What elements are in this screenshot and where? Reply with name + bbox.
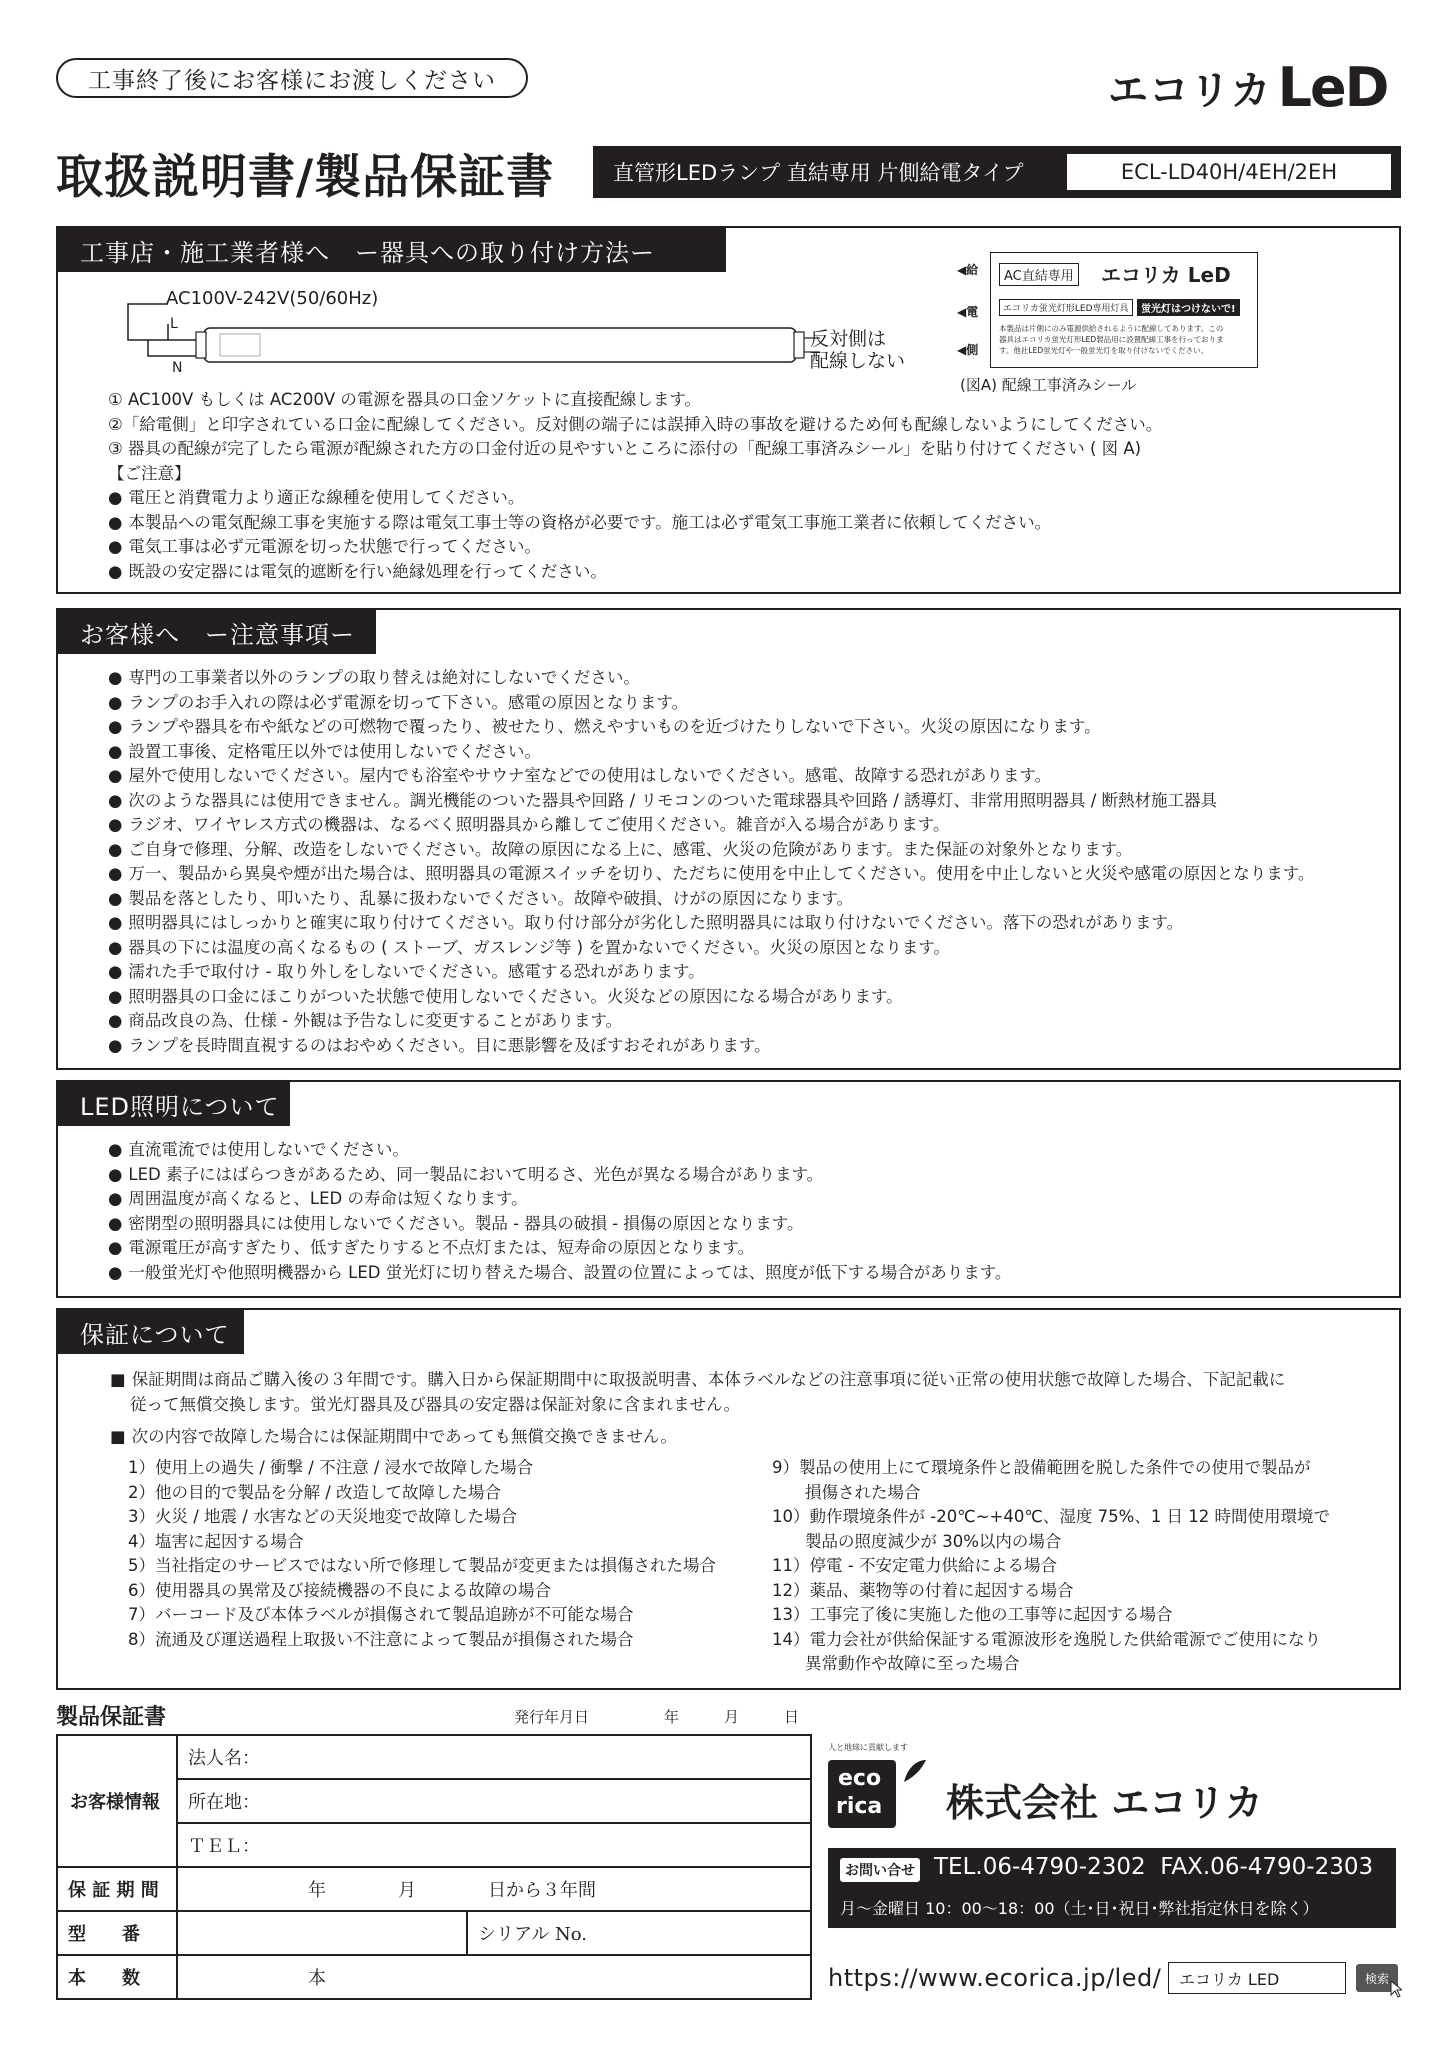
period-label: 保 証 期 間: [57, 1867, 177, 1911]
certificate-title: 製品保証書: [56, 1704, 167, 1730]
exclusion-item: 8）流通及び運送過程上取扱い不注意によって製品が損傷された場合: [128, 1629, 634, 1649]
model-field[interactable]: [177, 1911, 467, 1955]
list-item: ● ご自身で修理、分解、改造をしないでください。故障の原因になる上に、感電、火災の危険があります。また保証の対象外となります。: [108, 838, 1314, 863]
brand-kana: エコリカ: [1108, 67, 1272, 114]
list-item: ● 専門の工事業者以外のランプの取り替えは絶対にしないでください。: [108, 666, 1314, 691]
website-url[interactable]: https://www.ecorica.jp/led/: [828, 1964, 1162, 1992]
sticker-ac: AC直結専用: [999, 263, 1079, 286]
list-item: ● 屋外で使用しないでください。屋内でも浴室やサウナ室などでの使用はしないでください。感電、故障する恐れがあります。: [108, 764, 1314, 789]
list-item: ● 電源電圧が高すぎたり、低すぎたりすると不点灯または、短寿命の原因となります。: [108, 1236, 1011, 1261]
exclusion-item: 5）当社指定のサービスではない所で修理して製品が変更または損傷された場合: [128, 1556, 716, 1575]
wiring-sticker: [957, 252, 1258, 368]
sticker-side-1: ◀給: [957, 263, 979, 277]
warranty-paragraph: ■ 次の内容で故障した場合には保証期間中であっても無償交換できません。: [110, 1425, 1285, 1450]
company-name: 株式会社 エコリカ: [946, 1781, 1263, 1825]
wiring-diagram: [108, 282, 948, 386]
list-item: ● 一般蛍光灯や他照明機器から LED 蛍光灯に切り替えた場合、設置の位置によっては、照度が低下する場合があります。: [108, 1261, 1011, 1286]
exclusion-item: 2）他の目的で製品を分解 / 改造して故障した場合: [128, 1482, 502, 1502]
contact-box: [828, 1848, 1396, 1928]
sticker-caption: (図A) 配線工事済みシール: [960, 376, 1137, 394]
exclusion-item: 異常動作や故障に至った場合: [772, 1654, 1020, 1673]
qty-label: 本 数: [57, 1955, 177, 1999]
list-item: ● LED 素子にはばらつきがあるため、同一製品において明るさ、光色が異なる場合があります。: [108, 1163, 1011, 1188]
exclusion-item: 9）製品の使用上にて環境条件と設備範囲を脱した条件での使用で製品が: [772, 1458, 1311, 1477]
warranty-paragraph: ■ 保証期間は商品ご購入後の３年間です。購入日から保証期間中に取扱説明書、本体ラベルなどの注意事項に従い正常の使用状態で故障した場合、下記記載に: [110, 1368, 1285, 1393]
sticker-text-2: 器具はエコリカ蛍光灯形LED製品用に設置配線工事を行っておりま: [999, 335, 1224, 344]
install-step: ③ 器具の配線が完了したら電源が配線された方の口金付近の見やすいところに添付の「配線工事済みシール」を貼り付けてください ( 図 A): [108, 439, 1142, 458]
handover-notice: 工事終了後にお客様にお渡しください: [56, 58, 528, 98]
sticker-lamp: エコリカ蛍光灯形LED専用灯具: [999, 299, 1133, 316]
list-item: ● 密閉型の照明器具には使用しないでください。製品 - 器具の破損 - 損傷の原因となります。: [108, 1212, 1011, 1237]
sticker-warning: 蛍光灯はつけないで!: [1137, 299, 1240, 316]
logo-line-2: rica: [836, 1794, 883, 1819]
caution-item: ● 既設の安定器には電気的遮断を行い絶縁処理を行ってください。: [108, 560, 1162, 585]
list-item: ● 器具の下には温度の高くなるもの ( ストーブ、ガスレンジ等 ) を置かないでください。火災の原因となります。: [108, 936, 1314, 961]
list-item: ● 濡れた手で取付け - 取り外しをしないでください。感電する恐れがあります。: [108, 960, 1314, 985]
warranty-paragraph: 従って無償交換します。蛍光灯器具及び器具の安定器は保証対象に含まれません。: [130, 1394, 741, 1414]
voltage-label: AC100V-242V(50/60Hz): [166, 288, 379, 309]
business-hours: 月～金曜日 10：00～18：00（土･日･祝日･弊社指定休日を除く）: [840, 1899, 1319, 1918]
brand-led: LeD: [1277, 55, 1388, 119]
brand-logo: [1108, 52, 1387, 122]
list-item: ● 商品改良の為、仕様 - 外観は予告なしに変更することがあります。: [108, 1009, 1314, 1034]
exclusion-item: 4）塩害に起因する場合: [128, 1531, 304, 1551]
other-side-label-2: 配線しない: [810, 350, 906, 372]
other-side-label-1: 反対側は: [810, 328, 887, 350]
sticker-text-1: 本製品は片側にのみ電源供給されるように配線してあります。この: [999, 324, 1224, 333]
sticker-side-2: ◀電: [957, 305, 979, 319]
sticker-text-3: す。他社LED蛍光灯や一般蛍光灯を取り付けないでください。: [999, 346, 1209, 355]
serial-field[interactable]: シリアル No.: [467, 1911, 811, 1955]
warranty-exclusions-left: [128, 1456, 716, 1652]
caution-item: ● 本製品への電気配線工事を実施する際は電気工事士等の資格が必要です。施工は必ず電気工事施工業者に依頼してください。: [108, 511, 1162, 536]
customer-info-label: お客様情報: [57, 1735, 177, 1867]
warranty-intro: [110, 1368, 1285, 1450]
exclusion-item: 14）電力会社が供給保証する電源波形を逸脱した供給電源でご使用になり: [772, 1629, 1321, 1649]
install-step: ① AC100V もしくは AC200V の電源を器具の口金ソケットに直接配線します。: [108, 390, 702, 409]
page-title: 取扱説明書/製品保証書: [56, 150, 555, 205]
exclusion-item: 13）工事完了後に実施した他の工事等に起因する場合: [772, 1605, 1173, 1624]
exclusion-item: 7）バーコード及び本体ラベルが損傷されて製品追跡が不可能な場合: [128, 1605, 634, 1624]
warranty-heading: 保証について: [58, 1310, 244, 1354]
leaf-icon: [900, 1756, 930, 1786]
issue-date: 発行年月日 年 月 日: [514, 1708, 800, 1726]
product-model: ECL-LD40H/4EH/2EH: [1067, 154, 1391, 190]
warranty-exclusions-right: [772, 1456, 1330, 1677]
logo-line-1: eco: [838, 1766, 882, 1791]
list-item: ● 設置工事後、定格電圧以外では使用しないでください。: [108, 740, 1314, 765]
exclusion-item: 3）火災 / 地震 / 水害などの天災地変で故障した場合: [128, 1507, 518, 1526]
caution-item: ● 電圧と消費電力より適正な線種を使用してください。: [108, 486, 1162, 511]
customer-list: [108, 666, 1314, 1058]
exclusion-item: 1）使用上の過失 / 衝撃 / 不注意 / 浸水で故障した場合: [128, 1458, 534, 1477]
ecorica-logo: [828, 1760, 896, 1828]
list-item: ● 製品を落としたり、叩いたり、乱暴に扱わないでください。故障や破損、けがの原因になります。: [108, 887, 1314, 912]
list-item: ● ランプや器具を布や紙などの可燃物で覆ったり、被せたり、燃えやすいものを近づけたりしないで下さい。火災の原因になります。: [108, 715, 1314, 740]
exclusion-item: 10）動作環境条件が -20℃~+40℃、湿度 75%、1 日 12 時間使用環境で: [772, 1507, 1331, 1526]
list-item: ● 周囲温度が高くなると、LED の寿命は短くなります。: [108, 1187, 1011, 1212]
list-item: ● 万一、製品から異臭や煙が出た場合は、照明器具の電源スイッチを切り、ただちに使用を中止してください。使用を中止しないと火災や感電の原因となります。: [108, 862, 1314, 887]
list-item: ● ランプを長時間直視するのはおやめください。目に悪影響を及ぼすおそれがあります。: [108, 1034, 1314, 1059]
led-heading: LED照明について: [58, 1082, 290, 1126]
exclusion-item: 12）薬品、薬物等の付着に起因する場合: [772, 1580, 1074, 1600]
exclusion-item: 6）使用器具の異常及び接続機器の不良による故障の場合: [128, 1580, 551, 1600]
cursor-icon: [1390, 1980, 1402, 1998]
certificate-table: [56, 1734, 812, 2000]
model-label: 型 番: [57, 1911, 177, 1955]
n-label: N: [172, 360, 183, 376]
exclusion-item: 11）停電 - 不安定電力供給による場合: [772, 1556, 1057, 1575]
sticker-brand: エコリカ LeD: [1101, 263, 1231, 287]
led-list: [108, 1138, 1011, 1285]
exclusion-item: 損傷された場合: [772, 1482, 921, 1502]
list-item: ● 照明器具の口金にほこりがついた状態で使用しないでください。火災などの原因になる場合があります。: [108, 985, 1314, 1010]
product-type: 直管形LEDランプ 直結専用 片側給電タイプ: [613, 161, 1024, 185]
company-tagline: 人と地球に貢献します: [828, 1743, 908, 1752]
search-input[interactable]: エコリカ LED: [1168, 1962, 1346, 1994]
exclusion-item: 製品の照度減少が 30%以内の場合: [772, 1531, 1062, 1551]
period-value: 年 月 日から３年間: [177, 1867, 811, 1911]
phone-fax: TEL.06-4790-2302 FAX.06-4790-2303: [934, 1854, 1374, 1880]
tel-field[interactable]: ＴＥＬ：: [177, 1823, 811, 1867]
install-heading: 工事店・施工業者様へ ー器具への取り付け方法ー: [58, 228, 726, 272]
customer-heading: お客様へ ー注意事項ー: [58, 610, 376, 654]
address-field[interactable]: 所在地：: [177, 1779, 811, 1823]
qty-field[interactable]: 本: [177, 1955, 811, 1999]
contact-label: お問い合せ: [840, 1858, 920, 1882]
list-item: ● ランプのお手入れの際は必ず電源を切って下さい。感電の原因となります。: [108, 691, 1314, 716]
list-item: ● ラジオ、ワイヤレス方式の機器は、なるべく照明器具から離してご使用ください。雑音が入る場合があります。: [108, 813, 1314, 838]
list-item: ● 照明器具にはしっかりと確実に取り付けてください。取り付け部分が劣化した照明器具には取り付けないでください。落下の恐れがあります。: [108, 911, 1314, 936]
l-label: L: [170, 316, 178, 332]
list-item: ● 直流電流では使用しないでください。: [108, 1138, 1011, 1163]
search-button[interactable]: 検索: [1356, 1964, 1398, 1992]
install-step: ②「給電側」と印字されている口金に配線してください。反対側の端子には誤挿入時の事故を避けるため何も配線しないようにしてください。: [108, 414, 1163, 434]
sticker-side-3: ◀側: [957, 343, 979, 357]
list-item: ● 次のような器具には使用できません。調光機能のついた器具や回路 / リモコンのついた電球器具や回路 / 誘導灯、非常用照明器具 / 断熱材施工器具: [108, 789, 1314, 814]
install-steps: [108, 388, 1162, 584]
product-bar: [593, 146, 1401, 198]
corp-field[interactable]: 法人名：: [177, 1735, 811, 1779]
caution-title: 【ご注意】: [108, 463, 191, 483]
caution-item: ● 電気工事は必ず元電源を切った状態で行ってください。: [108, 535, 1162, 560]
